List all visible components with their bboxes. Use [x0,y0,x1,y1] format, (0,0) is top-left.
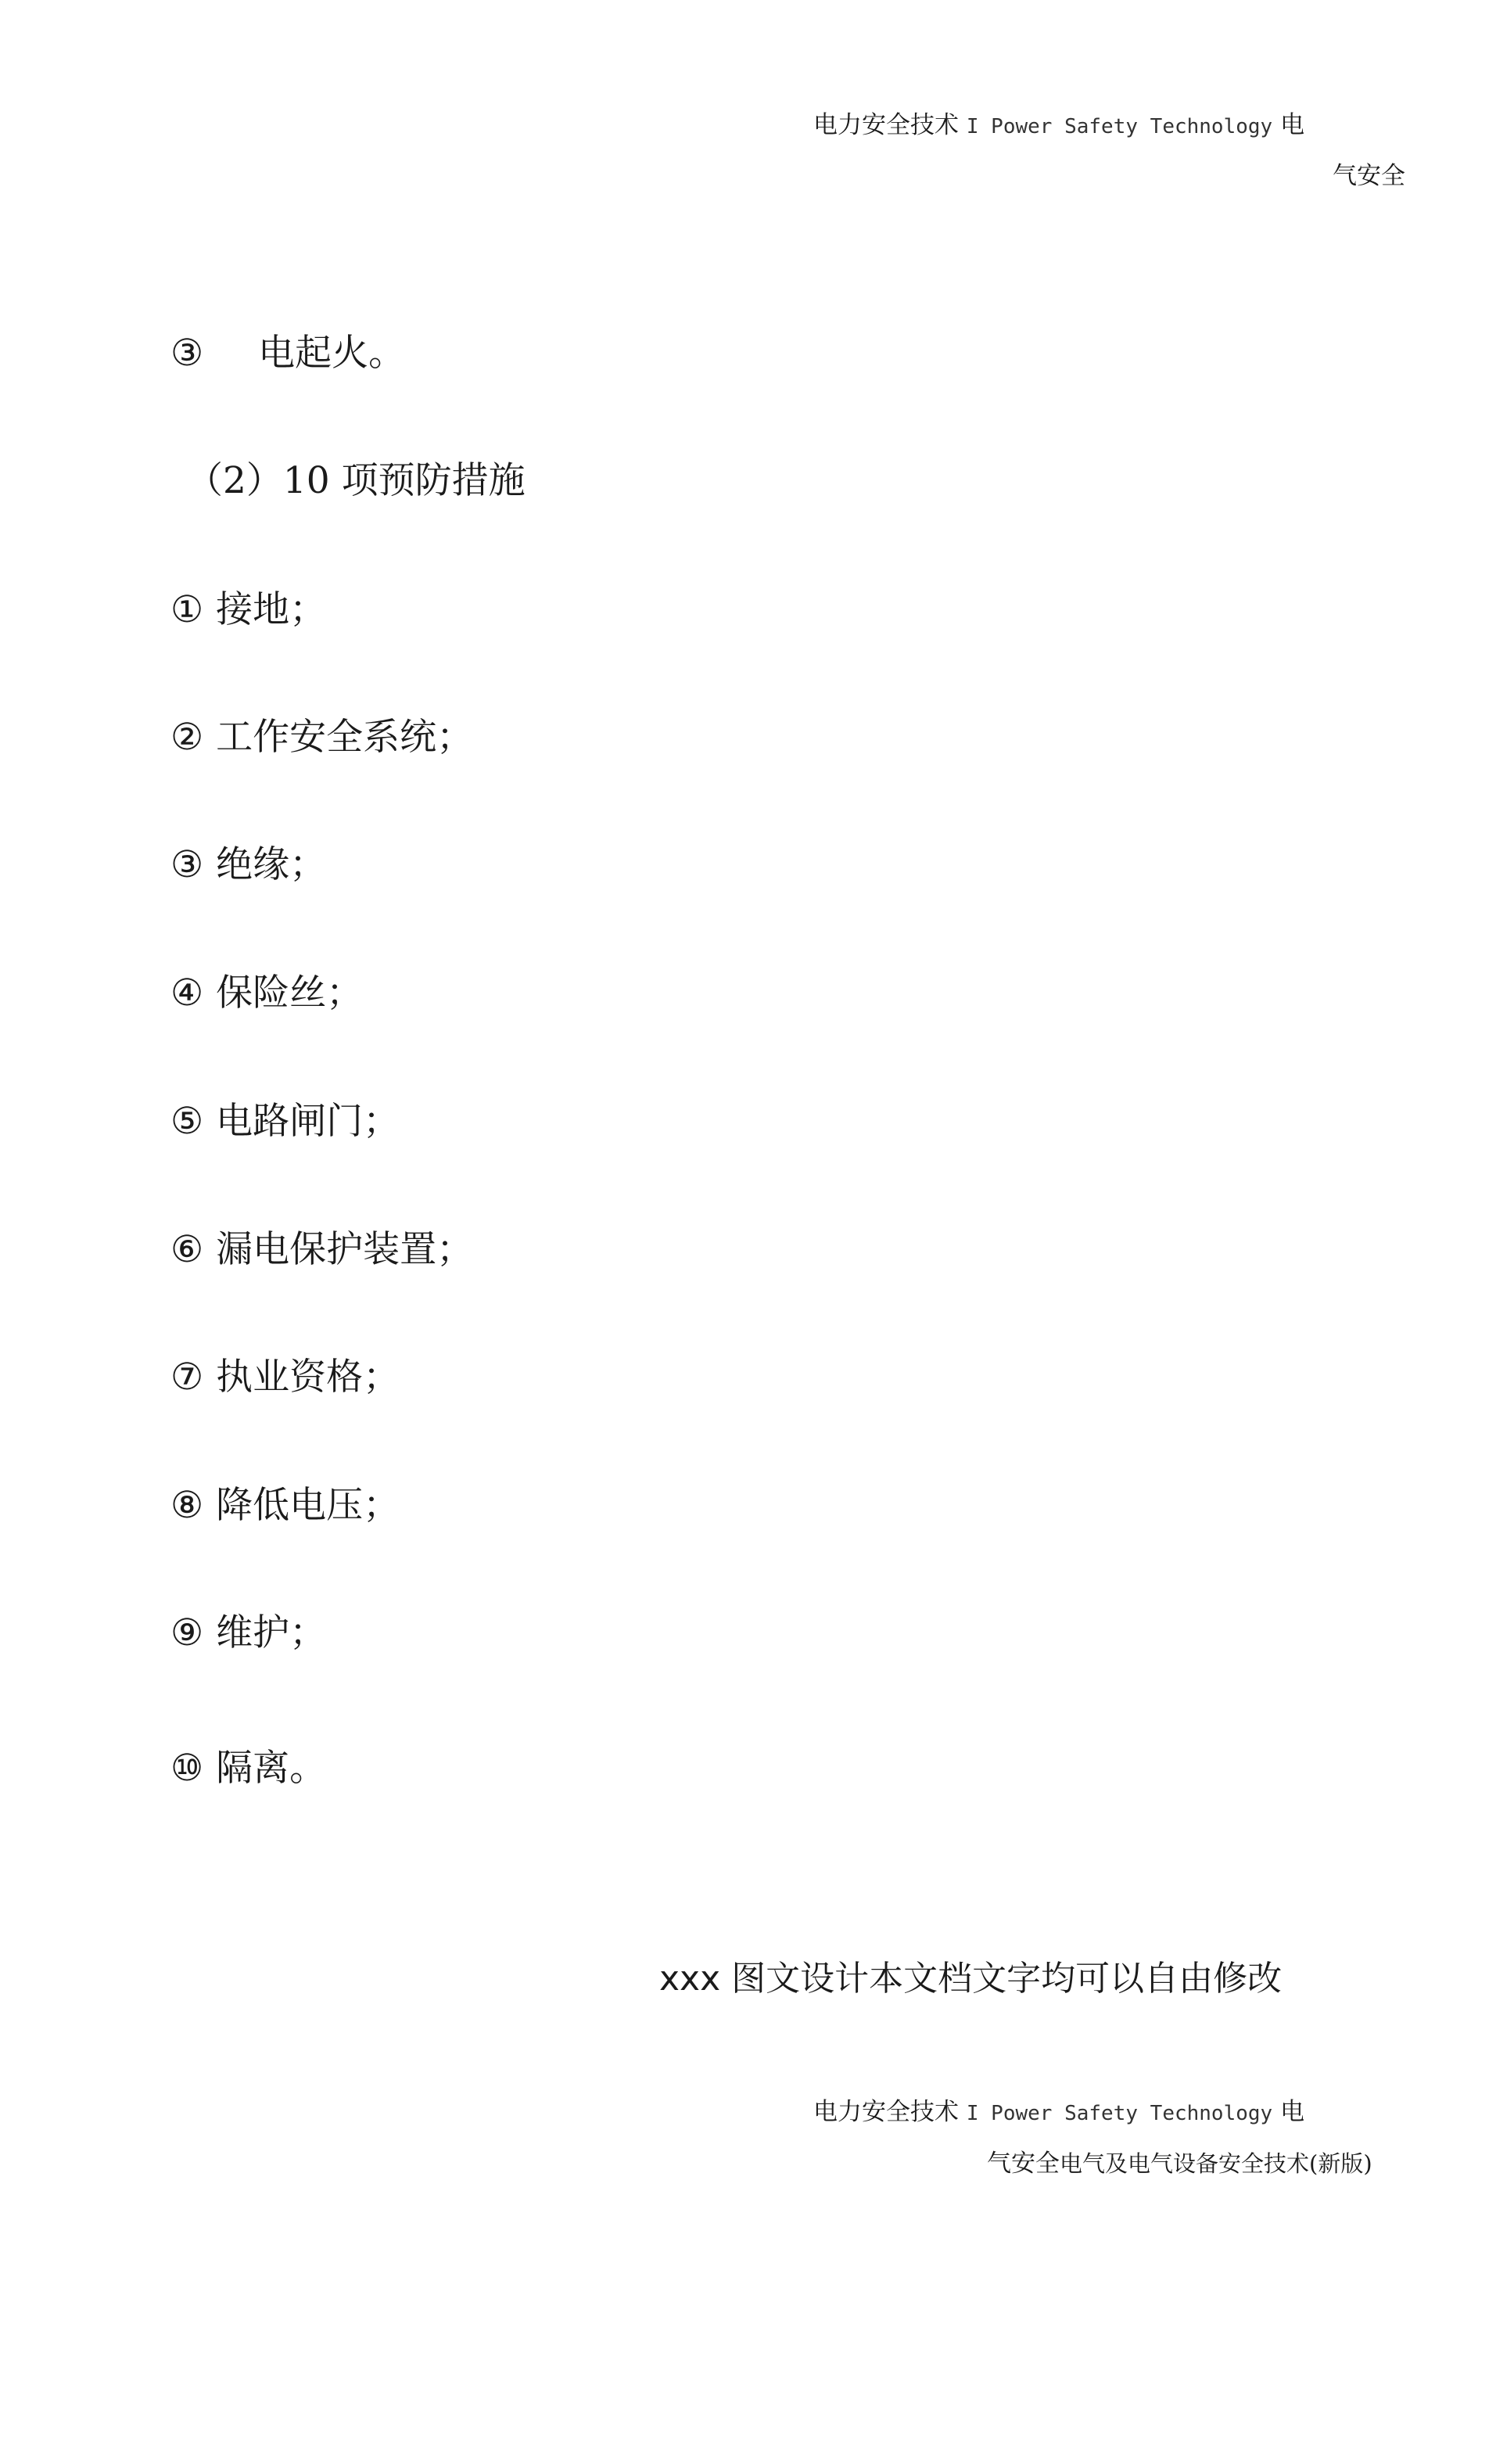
header-title-tail: 电 [1280,2098,1305,2126]
header-title-en: I Power Safety Technology [966,2102,1273,2125]
header-title-tail: 电 [1280,111,1305,139]
list-text: 电起火。 [258,332,406,375]
document-title: 电气及电气设备安全技术(新版) [1060,2150,1372,2177]
list-item [170,588,327,631]
running-header-top [813,113,1304,138]
list-marker: ② [170,716,204,759]
list-marker: ③ [170,843,204,886]
list-item [170,972,364,1015]
list-text: 工作安全系统； [216,716,474,759]
list-marker: ⑩ [170,1747,204,1790]
header-title-en: I Power Safety Technology [966,115,1273,138]
list-text: 漏电保护装置； [216,1228,474,1271]
list-text: 绝缘； [216,843,327,886]
list-item-fire [170,332,406,375]
list-marker: ⑤ [170,1100,204,1143]
list-text: 接地； [216,588,327,631]
list-item [170,716,474,759]
list-marker: ⑨ [170,1611,204,1654]
list-item [170,1356,400,1399]
header-line2-a: 气安全 [987,2150,1060,2178]
list-text: 降低电压； [216,1484,400,1527]
list-text: 执业资格； [216,1356,400,1399]
section-heading: （2）10 项预防措施 [186,459,526,502]
running-header-bottom-line2 [987,2152,1372,2176]
running-header-bottom [813,2100,1304,2125]
header-title-cn: 电力安全技术 [813,2098,959,2126]
list-marker: ⑧ [170,1484,204,1527]
header-title-cn: 电力安全技术 [813,111,959,139]
list-item [170,1611,327,1654]
list-text: 保险丝； [216,972,364,1015]
list-marker: ④ [170,972,204,1015]
list-text: 电路闸门； [216,1100,400,1143]
list-text: 维护； [216,1611,327,1654]
list-item [170,1747,327,1790]
list-text: 隔离。 [216,1747,327,1790]
list-item [170,1484,400,1527]
list-marker: ① [170,588,204,631]
list-item [170,1228,474,1271]
list-marker: ③ [170,332,204,375]
list-marker: ⑦ [170,1356,204,1399]
list-item [170,843,327,886]
edit-note: xxx 图文设计本文档文字均可以自由修改 [659,1959,1283,1999]
list-item [170,1100,400,1143]
list-marker: ⑥ [170,1228,204,1271]
running-header-top-line2: 气安全 [1333,162,1405,190]
